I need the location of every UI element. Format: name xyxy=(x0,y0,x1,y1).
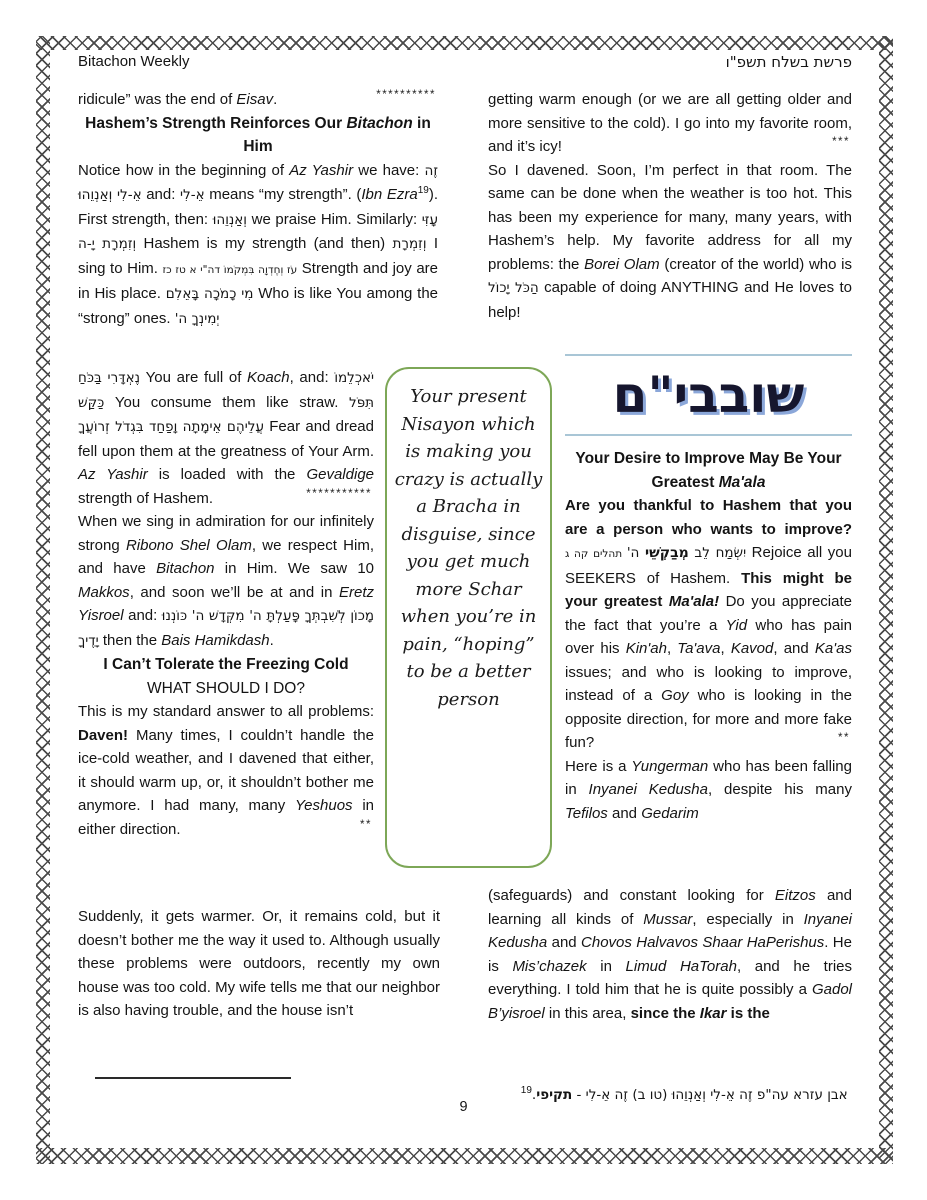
page-number: 9 xyxy=(459,1099,468,1115)
callout-quote-box xyxy=(385,367,552,868)
newsletter-title: Bitachon Weekly xyxy=(78,53,190,70)
paragraph: Are you thankful to Hashem that you are a person who wants to improve? יִשְׂמַח לֵב מְבַקְשֵׁי ה' תהלים קה ג Rejoice all you SEEKERS of Hashem. This might be your greatest Ma'ala! Do you appreciate the fact that you’re a Yid who has pain over his Kin'ah, Ta'ava, Kavod, and Ka'as issues; and who is looking to improve, instead of a Goy who is looking in the opposite direction, for more and more fake fun? ** xyxy=(565,497,852,751)
right-column-middle-block xyxy=(565,447,852,825)
paragraph: Notice how in the beginning of Az Yashir we have: זֶה אֵ-לִי וְאַנְוֵהוּ and: אֵ-לִי means “my strength”. (Ibn Ezra$^{19}$). First strength, then: וְאַנְוֵהוּ we praise Him. Similarly: עָזִּי וְזִמְרָת יָ-ה Hashem is my strength (and then) וְזִמְרָת I sing to Him. עֹז וְחֶדְוָה בִּמְקֹמוֹ דה"י א טז כז Strength and joy are in His place. מִי כָמֹכָה בָּאֵלִם Who is like You among the “strong” ones. יְמִינְךָ ה' xyxy=(78,161,439,327)
paragraph: ridicule” was the end of Eisav. ********** xyxy=(78,88,438,112)
shuvavim-section-header xyxy=(565,354,852,436)
asterisk-separator: ********** xyxy=(376,89,436,101)
shuvavim-bottom-rule xyxy=(565,434,852,436)
right-column-top-block xyxy=(488,88,852,324)
paragraph: getting warm enough (or we are all getting older and more sensitive to the cold). I go into my favorite room, and it’s icy! *** xyxy=(488,91,852,155)
border-pattern-top xyxy=(36,36,893,50)
left-column-top-block xyxy=(78,88,438,331)
paragraph: Hashem’s Strength Reinforces Our Bitachon in Him xyxy=(85,114,431,155)
page-header xyxy=(78,53,852,71)
paragraph: Suddenly, it gets warmer. Or, it remains cold, but it doesn’t bother me the way it used to. Although usually these problems were outdoors, recently my own house was too cold. My wife tells me that our neighbor is also having trouble, and the house isn’t xyxy=(78,908,440,1019)
paragraph: (safeguards) and constant looking for Eitzos and learning all kinds of Mussar, especially in Inyanei Kedusha and Chovos Halvavos Shaar HaPerishus. He is Mis’chazek in Limud HaTorah, and he tries everything. I told him that he is quite possibly a Gadol B’yisroel in this area, since the Ikar is the xyxy=(488,887,852,1022)
shuvavim-title: שובבי"ם xyxy=(612,366,805,424)
asterisk-separator: ** xyxy=(838,732,850,744)
border-pattern-bottom xyxy=(36,1148,893,1164)
paragraph: This is my standard answer to all problems: Daven! Many times, I couldn’t handle the ice-cold weather, and I davened that either, it should warm up, or, it shouldn’t bother me anymore. I had many, many Yeshuos in either direction. ** xyxy=(78,703,374,838)
paragraph: נֶאְדָּרִי בַּכֹּחַ You are full of Koach, and: יֹאכְלֵמוֹ כַּקַּשׁ You consume them like straw. תִּפֹּל עֲלֵיהֶם אֵימָתָה וָפַחַד בִּגְדֹל זְרוֹעֲךָ Fear and dread fell upon them at the greatness of Your Arm. Az Yashir is loaded with the Gevaldige strength of Hashem. *********** xyxy=(78,369,375,507)
paragraph: I Can’t Tolerate the Freezing Cold xyxy=(103,656,349,673)
paragraph: When we sing in admiration for our infinitely strong Ribono Shel Olam, we respect Him, and have Bitachon in Him. We saw 10 Makkos, and soon we’ll be at and in Eretz Yisroel and: מָכוֹן לְשִׁבְתְּךָ פָּעַלְתָּ ה' מִקְּדָשׁ ה' כּוֹנְנוּ יָדֶיךָ then the Bais Hamikdash. xyxy=(78,513,374,649)
border-pattern-right xyxy=(879,36,893,1164)
paragraph: WHAT SHOULD I DO? xyxy=(147,679,305,697)
asterisk-separator: ** xyxy=(360,818,372,831)
footnote-separator xyxy=(95,1077,291,1079)
left-column-bottom-block xyxy=(78,905,440,1023)
paragraph: Your Desire to Improve May Be Your Greatest Ma'ala xyxy=(575,450,842,491)
paragraph: So I davened. Soon, I’m perfect in that room. The same can be done when the weather is too hot. This has been my experience for many, many years, with Hashem’s help. My favorite address for all my problems: the Borei Olam (creator of the world) who is הַכֹּל יָכוֹל capable of doing ANYTHING and He loves to help! xyxy=(488,161,852,321)
right-column-bottom-block xyxy=(488,884,852,1025)
parsha-title: פרשת בשלח תשפ"ו xyxy=(725,53,852,71)
border-pattern-left xyxy=(36,36,50,1164)
left-column-middle-block xyxy=(78,366,374,841)
callout-quote-text: Your present Nisayon which is making you crazy is actually a Bracha in disguise, since you get much more Schar when you’re in pain, “hoping” to be a better person xyxy=(394,386,543,710)
paragraph: $^{19}$ אבן עזרא עה"פ זֶה אֵ-לִי וְאַנְוֵהוּ (טו ב) זֶה אֵ-לִי - תקיפי.‏ xyxy=(520,1085,852,1103)
paragraph: Here is a Yungerman who has been falling in Inyanei Kedusha, despite his many Tefilos and Gedarim xyxy=(565,757,852,822)
asterisk-separator: *********** xyxy=(306,487,372,500)
asterisk-separator: *** xyxy=(832,136,850,148)
